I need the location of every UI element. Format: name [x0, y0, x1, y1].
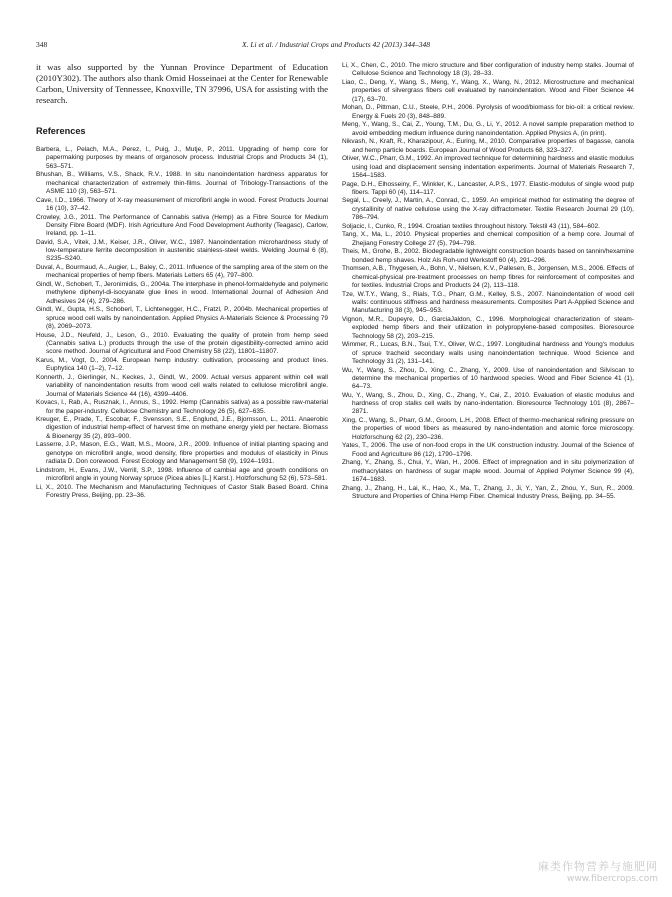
- reference-list-left: [36, 146, 328, 500]
- watermark-site-name: 麻类作物营养与施肥网: [538, 860, 658, 873]
- reference-item: Barbera, L., Pelach, M.A., Perez, I., Puig, J., Mutje, P., 2011. Upgrading of hemp core for papermaking purposes by means of organosolv process. Industrial Crops and Products 34 (1), 563–571.: [36, 146, 328, 170]
- reference-item: Kovacs, I., Rab, A., Rusznak, I., Annus, S., 1992. Hemp (Cannabis sativa) as a possible raw-material for the paper-industry. Cellulose Chemistry and Technology 26 (5), 627–635.: [36, 399, 328, 415]
- reference-item: Konnerth, J., Gierlinger, N., Keckes, J., Gindl, W., 2009. Actual versus apparent within cell wall variability of nanoindentation results from wood cell walls related to cellulose microfibril angle. Journal of Materials Science 44 (16), 4399–4406.: [36, 373, 328, 398]
- reference-item: Zhang, Y., Zhang, S., Chui, Y., Wan, H., 2006. Effect of impregnation and in situ polymerization of methacrylates on hardness of sugar maple wood. Journal of Applied Polymer Science 99 (4), 1674–1683.: [342, 459, 634, 483]
- reference-item: Duval, A., Bourmaud, A., Augier, L., Baley, C., 2011. Influence of the sampling area of the stem on the mechanical properties of hemp fibers. Materials Letters 65 (4), 797–800.: [36, 264, 328, 280]
- reference-item: Liao, C., Deng, Y., Wang, S., Meng, Y., Wang, X., Wang, N., 2012. Microstructure and mechanical properties of silvergrass fibers cell evaluated by nanoindentation. Wood and Fiber Science 44 (17), 63–70.: [342, 78, 634, 103]
- reference-item: Lasserre, J.P., Mason, E.G., Watt, M.S., Moore, J.R., 2009. Influence of initial planting spacing and genotype on microfibril angle, wood density, fibre properties and modulus of elasticity in Pinus radiata D. Don corewood. Forest Ecology and Management 58 (9), 1924–1931.: [36, 441, 328, 466]
- reference-item: David, S.A., Vitek, J.M., Keiser, J.R., Oliver, W.C., 1987. Nanoindentation microhardness study of low-temperature ferrite decomposition in austenitic stainless-steel welds. Welding Journal 6 (8), S235–S240.: [36, 238, 328, 263]
- reference-item: Page, D.H., Elhosseiny, F., Winkler, K., Lancaster, A.P.S., 1977. Elastic-modulus of single wood pulp fibers. Tappi 60 (4), 114–117.: [342, 180, 634, 196]
- reference-item: Nikvash, N., Kraft, R., Kharazipour, A., Euring, M., 2010. Comparative properties of bagasse, canola and hemp particle boards. European Journal of Wood Products 68, 323–327.: [342, 138, 634, 154]
- right-column: [342, 62, 634, 502]
- reference-item: Yates, T., 2006. The use of non-food crops in the UK construction industry. Journal of the Science of Food and Agriculture 86 (12), 1790–1796.: [342, 442, 634, 458]
- reference-item: Oliver, W.C., Pharr, G.M., 1992. An improved technique for determining hardness and elastic modulus using load and displacement sensing indentation experiments. Journal of Materials Research 7, 1564–1583.: [342, 155, 634, 179]
- reference-item: Vignon, M.R., Dupeyre, D., GarciaJaldon, C., 1996. Morphological characterization of steam-exploded hemp fibers and their utilization in polypropylene-based composites. Bioresource Technology 58 (2), 203–215.: [342, 315, 634, 340]
- reference-item: Tang, X., Ma, L., 2010. Physical properties and chemical composition of a hemp core. Journal of Zhejiang Forestry College 27 (5), 794–798.: [342, 231, 634, 247]
- reference-item: Cave, I.D., 1966. Theory of X-ray measurement of microfibril angle in wood. Forest Products Journal 16 (10), 37–42.: [36, 196, 328, 212]
- left-column: [36, 62, 328, 501]
- reference-item: Thomsen, A.B., Thygesen, A., Bohn, V., Nielsen, K.V., Pallesen, B., Jorgensen, M.S., 2006. Effects of chemical-physical pre-treatment processes on hemp fibres for reinforcement of composites and for textiles. Industrial Crops and Products 24 (2), 113–118.: [342, 265, 634, 290]
- reference-item: Gindl, W., Gupta, H.S., Schoberl, T., Lichtenegger, H.C., Fratzl, P., 2004b. Mechanical properties of spruce wood cell walls by nanoindentation. Applied Physics A-Materials Science & Processing 79 (8), 2069–2073.: [36, 306, 328, 330]
- reference-item: Theis, M., Grohe, B., 2002. Biodegradable lightweight construction boards based on tannin/hexamine bonded hemp shaves. Holz Als Roh-und Werkstoff 60 (4), 291–296.: [342, 248, 634, 264]
- journal-citation: X. Li et al. / Industrial Crops and Products 42 (2013) 344–348: [242, 40, 430, 49]
- reference-item: Segal, L., Creely, J., Martin, A., Conrad, C., 1959. An empirical method for estimating the degree of crystallinity of native cellulose using the X-ray diffractometer. Textile Research Journal 29 (10), 786–794.: [342, 197, 634, 222]
- watermark-url: www.fibercrops.com: [567, 874, 658, 884]
- reference-item: Bhushan, B., Williams, V.S., Shack, R.V., 1988. In situ nanoindentation hardness apparatus for mechanical characterization of extremely thin-films. Journal of Tribology-Transactions of the ASME 110 (3), 563–571.: [36, 171, 328, 195]
- running-header: [36, 40, 636, 52]
- page-number: 348: [36, 40, 48, 49]
- reference-item: Li, X., Chen, C., 2010. The micro structure and fiber configuration of industry hemp stalks. Journal of Cellulose Science and Technology 18 (3), 28–33.: [342, 62, 634, 78]
- reference-item: Mohan, D., Pittman, C.U., Steele, P.H., 2006. Pyrolysis of wood/biomass for bio-oil: a critical review. Energy & Fuels 20 (3), 848–889.: [342, 104, 634, 120]
- reference-item: Li, X., 2010. The Mechanism and Manufacturing Techniques of Castor Stalk Based Board. China Forestry Press, Beijing, pp. 23–36.: [36, 483, 328, 500]
- reference-item: Zhang, J., Zhang, H., Lai, K., Hao, X., Ma, T., Zhang, J., Ji, Y., Yan, Z., Zhou, Y., Sun, R., 2009. Structure and Properties of China Hemp Fiber. Chemical Industry Press, Beijing, pp. 34–55.: [342, 484, 634, 500]
- reference-item: Tze, W.T.Y., Wang, S., Rials, T.G., Pharr, G.M., Kelley, S.S., 2007. Nanoindentation of wood cell walls: continuous stiffness and hardness measurements. Composites Part A-Applied Science and Manufacturing 38 (3), 945–953.: [342, 290, 634, 315]
- reference-item: Meng, Y., Wang, S., Cai, Z., Young, T.M., Du, G., Li, Y., 2012. A novel sample preparation method to avoid embedding medium influence during nanoindentation. Applied Physics A, (in print).: [342, 121, 634, 137]
- reference-item: Xing, C., Wang, S., Pharr, G.M., Groom, L.H., 2008. Effect of thermo-mechanical refining pressure on the properties of wood fibers as measured by nano-indentation and atomic force microscopy. Holzforschung 62 (2), 230–236.: [342, 417, 634, 441]
- reference-item: Karus, M., Vogt, D., 2004. European hemp industry: cultivation, processing and product lines. Euphytica 140 (1–2), 7–12.: [36, 356, 328, 373]
- acknowledgement-text: it was also supported by the Yunnan Province Department of Education (2010Y302). The authors also thank Omid Hosseinaei at the Center for Renewable Carbon, University of Tennessee, Knoxville, TN 37996, USA for assisting with the research.: [36, 62, 329, 105]
- reference-item: Wimmer, R., Lucas, B.N., Tsui, T.Y., Oliver, W.C., 1997. Longitudinal hardness and Young's modulus of spruce tracheid secondary walls using nanoindentation technique. Wood Science and Technology 31 (2), 131–141.: [342, 341, 634, 365]
- reference-item: Soljacic, I., Cunko, R., 1994. Croatian textiles throughout history. Tekstil 43 (11), 584–602.: [342, 222, 600, 230]
- reference-item: Gindl, W., Schoberl, T., Jeronimidis, G., 2004a. The interphase in phenol-formaldehyde and polymeric methylene diphenyl-di-isocyanate glue lines in wood. International Journal of Adhesion And Adhesives 24 (4), 279–286.: [36, 281, 328, 305]
- reference-item: House, J.D., Neufeld, J., Leson, G., 2010. Evaluating the quality of protein from hemp seed (Cannabis sativa L.) products through the use of the protein digestibility-corrected amino acid score method. Journal of Agricultural and Food Chemistry 58 (22), 11801–11807.: [36, 331, 328, 356]
- reference-item: Wu, Y., Wang, S., Zhou, D., Xing, C., Zhang, Y., 2009. Use of nanoindentation and Silviscan to determine the mechanical properties of 10 hardwood species. Wood and Fiber Science 41 (1), 64–73.: [342, 366, 634, 391]
- reference-item: Wu, Y., Wang, S., Zhou, D., Xing, C., Zhang, Y., Cai, Z., 2010. Evaluation of elastic modulus and hardness of crop stalks cell walls by nano-indentation. Bioresource Technology 101 (8), 2867–2871.: [342, 391, 634, 416]
- reference-item: Lindstrom, H., Evans, J.W., Verrill, S.P., 1998. Influence of cambial age and growth conditions on microfibril angle in young Norway spruce (Picea abies [L.] Karst.). Holzforschung 52 (6), 573–581.: [36, 466, 328, 483]
- reference-list-right: [342, 62, 634, 501]
- watermark: [538, 861, 658, 885]
- references-heading: References: [36, 126, 86, 136]
- reference-item: Kreuger, E., Prade, T., Escobar, F., Svensson, S.E., Englund, J.E., Bjornsson, L., 2011. Anaerobic digestion of industrial hemp-effect of harvest time on methane energy yield per hectare. Biomass & Bioenergy 35 (2), 893–900.: [36, 416, 328, 440]
- reference-item: Crowley, J.G., 2011. The Performance of Cannabis sativa (Hemp) as a Fibre Source for Medium Density Fibre Board (MDF). Irish Agriculture And Food Development Authority (Teagasc), Carlow, Ireland, pp. 1–11.: [36, 213, 328, 238]
